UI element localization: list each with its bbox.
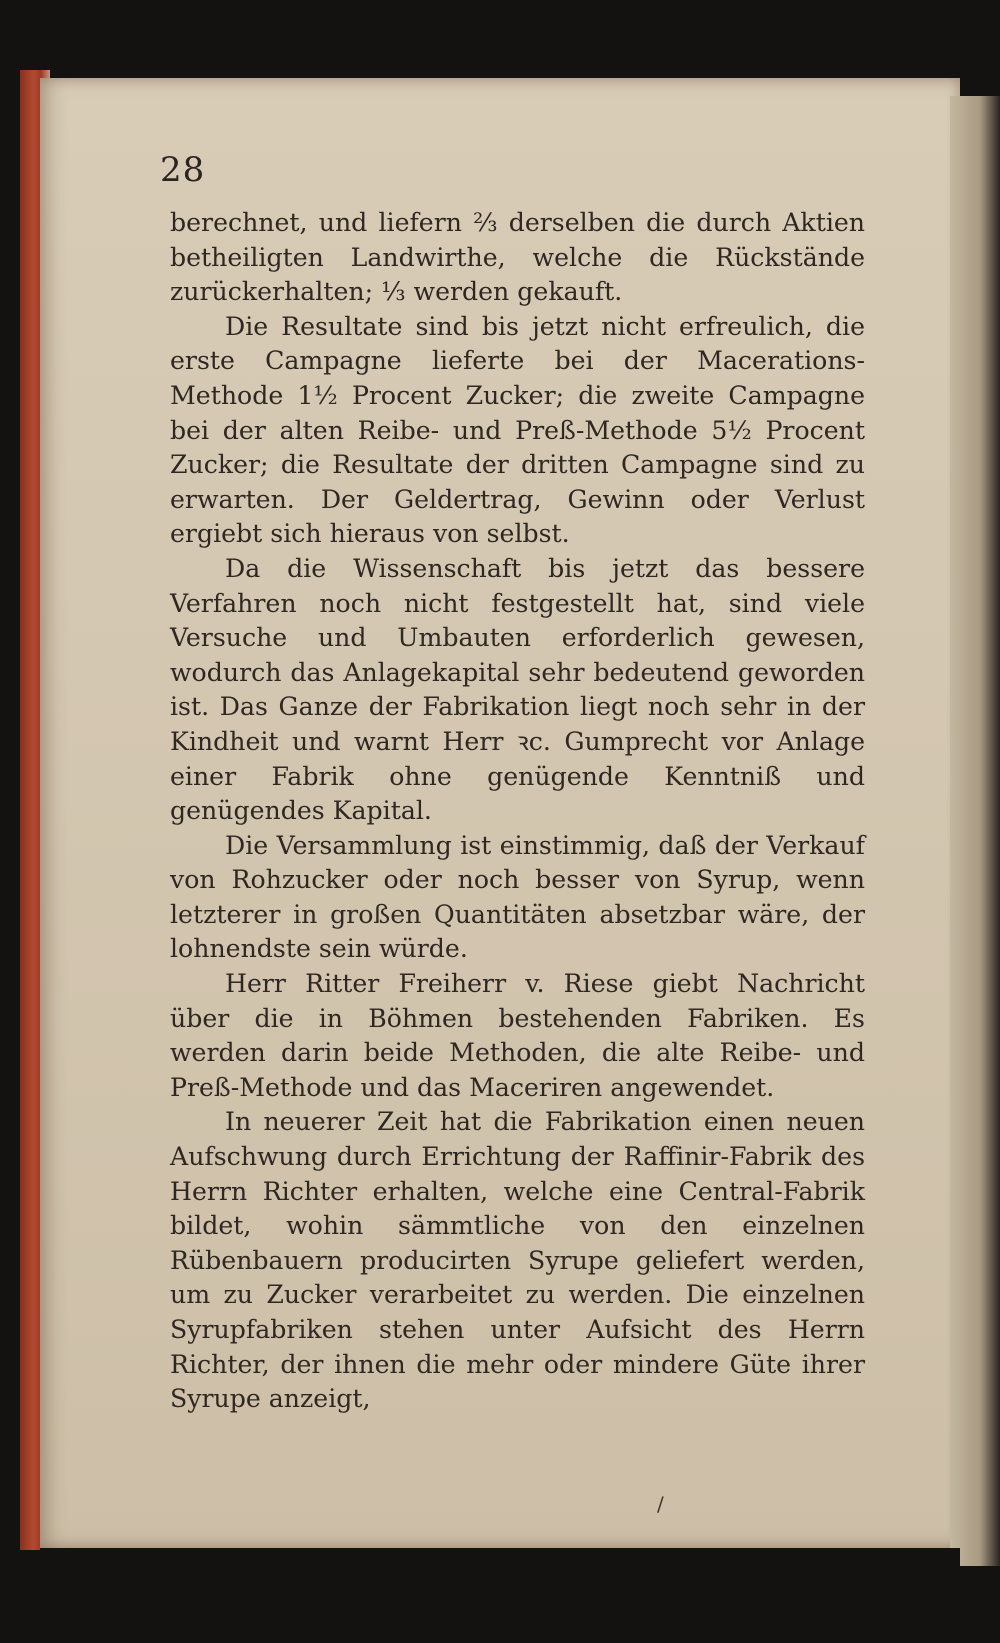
background-shadow xyxy=(40,1548,960,1643)
paragraph: Die Versammlung ist einstimmig, daß der Verkauf von Rohzucker oder noch besser von Syrup, wenn letzterer in großen Quantitäten absetzbar wäre, der lohnendste sein würde. xyxy=(170,830,865,964)
page-number: 28 xyxy=(160,150,206,190)
page-edge xyxy=(950,96,1000,1566)
paragraph: In neuerer Zeit hat die Fabrikation einen neuen Aufschwung durch Errichtung der Raffinir-Fabrik des Herrn Richter erhalten, welche eine Central-Fabrik bildet, wohin sämmtliche von den einzelnen Rübenbauern producirten Syrupe geliefert werden, um zu Zucker verarbeitet zu werden. Die einzelnen Syrupfabriken stehen unter Aufsicht des Herrn Richter, der ihnen die mehr oder mindere Güte ihrer Syrupe anzeigt, xyxy=(170,1107,865,1414)
body-text xyxy=(170,206,865,1417)
paragraph: Die Resultate sind bis jetzt nicht erfreulich, die erste Campagne lieferte bei der Macerations-Methode 1½ Procent Zucker; die zweite Campagne bei der alten Reibe- und Preß-Methode 5½ Procent Zucker; die Resultate der dritten Campagne sind zu erwarten. Der Geldertrag, Gewinn oder Verlust ergiebt sich hieraus von selbst. xyxy=(170,311,865,549)
stray-mark: / xyxy=(657,1492,664,1516)
paragraph: Herr Ritter Freiherr v. Riese giebt Nachricht über die in Böhmen bestehenden Fabriken. Es werden darin beide Methoden, die alte Reibe- und Preß-Methode und das Maceriren angewendet. xyxy=(170,969,865,1102)
paragraph: berechnet, und liefern ⅔ derselben die durch Aktien betheiligten Landwirthe, welche die Rückstände zurückerhalten; ⅓ werden gekauft. xyxy=(170,208,865,307)
paragraph: Da die Wissenschaft bis jetzt das bessere Verfahren noch nicht festgestellt hat, sind viele Versuche und Umbauten erforderlich gewesen, wodurch das Anlagekapital sehr bedeutend geworden ist. Das Ganze der Fabrikation liegt noch sehr in der Kindheit und warnt Herr ꝛc. Gumprecht vor Anlage einer Fabrik ohne genügende Kenntniß und genügendes Kapital. xyxy=(170,553,865,826)
